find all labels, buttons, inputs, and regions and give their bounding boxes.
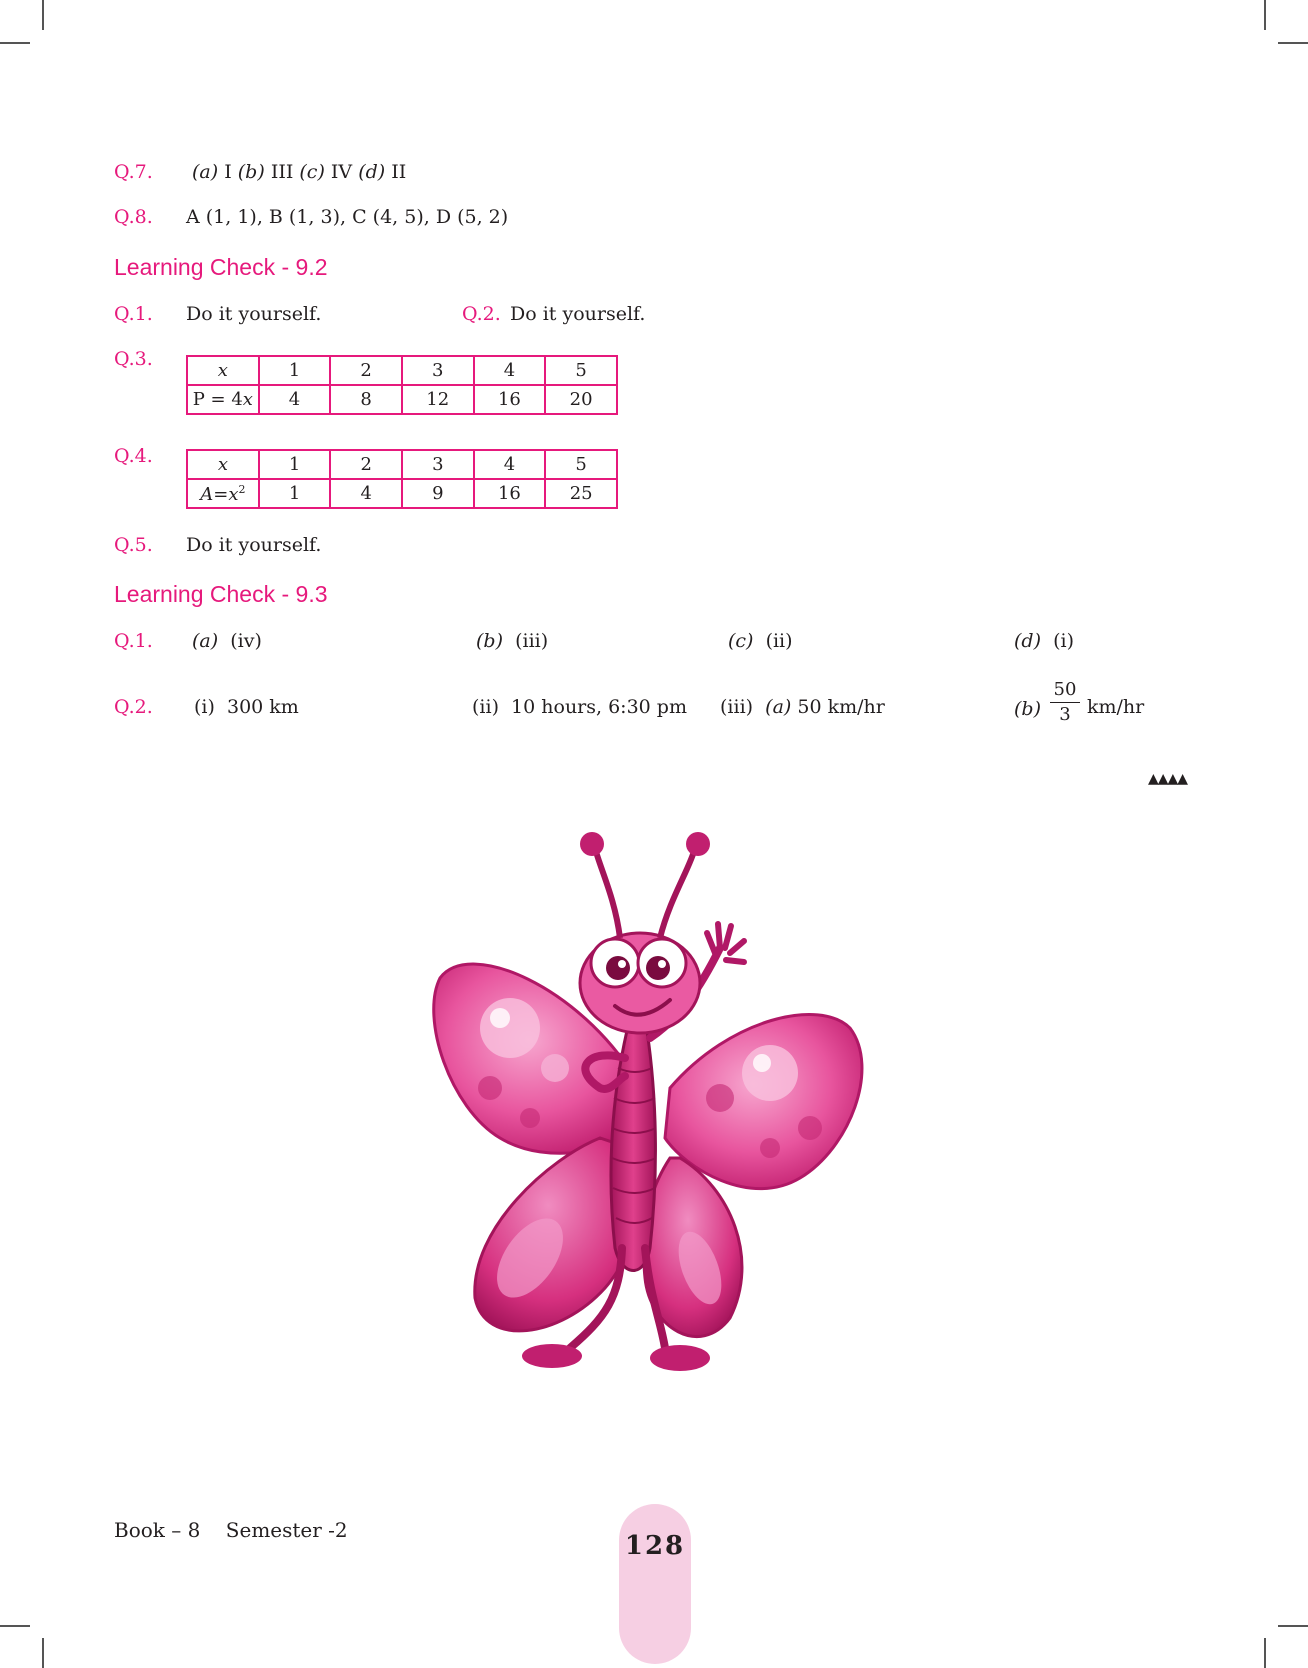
q7-d-value: II xyxy=(391,161,407,183)
upper-right-wing xyxy=(665,1015,862,1189)
q7-a-value: I xyxy=(224,161,232,183)
heading-lc-9-3: Learning Check - 9.3 xyxy=(114,581,328,607)
table-cell: 3 xyxy=(402,356,474,385)
table-cell: 1 xyxy=(259,450,331,479)
table-cell: 9 xyxy=(402,479,474,508)
lc93-q1-label: Q.1. xyxy=(114,630,153,652)
q7-b-value: III xyxy=(270,161,294,183)
table-row xyxy=(187,356,617,385)
q8-label: Q.8. xyxy=(114,206,153,228)
lc93-q1-b xyxy=(476,630,548,652)
q7-answer xyxy=(192,161,406,183)
q3-table xyxy=(186,355,618,415)
formula-var: x xyxy=(242,389,253,410)
lc93-q1-d xyxy=(1014,630,1074,652)
crop-mark xyxy=(42,0,44,30)
crop-mark xyxy=(1264,0,1266,30)
lc93-q1-c xyxy=(728,630,793,652)
lc92-q4-label: Q.4. xyxy=(114,445,153,467)
option-value: (iii) xyxy=(515,630,549,652)
lc93-q2-b-unit: km/hr xyxy=(1087,696,1145,718)
crop-mark xyxy=(1278,42,1308,44)
right-foot xyxy=(650,1345,710,1371)
option-tag: (d) xyxy=(1014,630,1041,652)
lc92-q1-label: Q.1. xyxy=(114,303,153,325)
table-row xyxy=(187,479,617,508)
lc93-q2-label: Q.2. xyxy=(114,696,153,718)
table-cell: 20 xyxy=(545,385,617,414)
lc93-q2-i: (i) 300 km xyxy=(194,696,299,718)
fraction xyxy=(1050,678,1080,727)
lc92-q1-answer: Do it yourself. xyxy=(186,303,322,325)
semester-label: Semester -2 xyxy=(225,1518,348,1542)
footer-book-info xyxy=(114,1518,348,1542)
q7-c-tag: (c) xyxy=(299,161,325,183)
lc92-q3-label: Q.3. xyxy=(114,348,153,370)
page-number: 128 xyxy=(624,1531,686,1561)
table-cell: 1 xyxy=(259,479,331,508)
table-cell: 4 xyxy=(474,356,546,385)
option-value: (i) xyxy=(1053,630,1074,652)
table-cell: 4 xyxy=(259,385,331,414)
crop-mark xyxy=(0,42,30,44)
formula-text: A=x xyxy=(200,483,239,505)
lc93-q2-ii: (ii) 10 hours, 6:30 pm xyxy=(472,696,687,718)
option-tag: (c) xyxy=(728,630,754,652)
lc92-q2-answer: Do it yourself. xyxy=(510,303,646,325)
table-cell: x xyxy=(187,450,259,479)
table-cell: 2 xyxy=(330,450,402,479)
lc93-q1-a xyxy=(192,630,262,652)
table-cell: 3 xyxy=(402,450,474,479)
crop-mark xyxy=(1264,1638,1266,1668)
table-cell xyxy=(187,385,259,414)
table-cell: 4 xyxy=(330,479,402,508)
table-cell: 16 xyxy=(474,479,546,508)
heading-lc-9-2: Learning Check - 9.2 xyxy=(114,254,328,280)
q4-table xyxy=(186,449,618,509)
table-cell: 25 xyxy=(545,479,617,508)
lc92-q5-label: Q.5. xyxy=(114,534,153,556)
table-cell: 5 xyxy=(545,450,617,479)
q7-a-tag: (a) xyxy=(192,161,219,183)
q7-c-value: IV xyxy=(330,161,353,183)
sub-part: (iii) xyxy=(720,696,754,718)
table-cell xyxy=(187,479,259,508)
q7-d-tag: (d) xyxy=(358,161,386,183)
table-cell: 16 xyxy=(474,385,546,414)
lc93-q2-b-tag: (b) xyxy=(1014,698,1041,720)
table-cell: 1 xyxy=(259,356,331,385)
option-tag: (a) xyxy=(765,696,792,718)
end-of-section-mark: ▲▲▲▲ xyxy=(1148,771,1188,787)
q7-label: Q.7. xyxy=(114,161,153,183)
crop-mark xyxy=(1278,1625,1308,1627)
table-cell: 5 xyxy=(545,356,617,385)
option-value: (ii) xyxy=(765,630,793,652)
option-tag: (a) xyxy=(192,630,219,652)
q7-b-tag: (b) xyxy=(237,161,265,183)
table-cell: 2 xyxy=(330,356,402,385)
table-cell: 8 xyxy=(330,385,402,414)
left-foot xyxy=(522,1344,582,1368)
lc92-q2-label: Q.2. xyxy=(462,303,501,325)
fraction-denominator: 3 xyxy=(1059,704,1071,725)
book-label: Book – 8 xyxy=(114,1518,201,1542)
table-row xyxy=(187,385,617,414)
option-value: (iv) xyxy=(230,630,262,652)
crop-mark xyxy=(0,1625,30,1627)
q8-answer: A (1, 1), B (1, 3), C (4, 5), D (5, 2) xyxy=(186,206,509,228)
butterfly-illustration xyxy=(430,828,890,1388)
lc92-q5-answer: Do it yourself. xyxy=(186,534,322,556)
table-cell: x xyxy=(187,356,259,385)
lc93-q2-iii xyxy=(720,696,885,718)
fraction-numerator: 50 xyxy=(1050,678,1080,703)
table-cell: 12 xyxy=(402,385,474,414)
formula-exponent: 2 xyxy=(238,482,246,496)
page-number-tab xyxy=(619,1504,691,1664)
table-row xyxy=(187,450,617,479)
crop-mark xyxy=(42,1638,44,1668)
formula-text: P = 4 xyxy=(192,389,243,410)
option-value: 50 km/hr xyxy=(797,696,885,718)
option-tag: (b) xyxy=(476,630,503,652)
table-cell: 4 xyxy=(474,450,546,479)
